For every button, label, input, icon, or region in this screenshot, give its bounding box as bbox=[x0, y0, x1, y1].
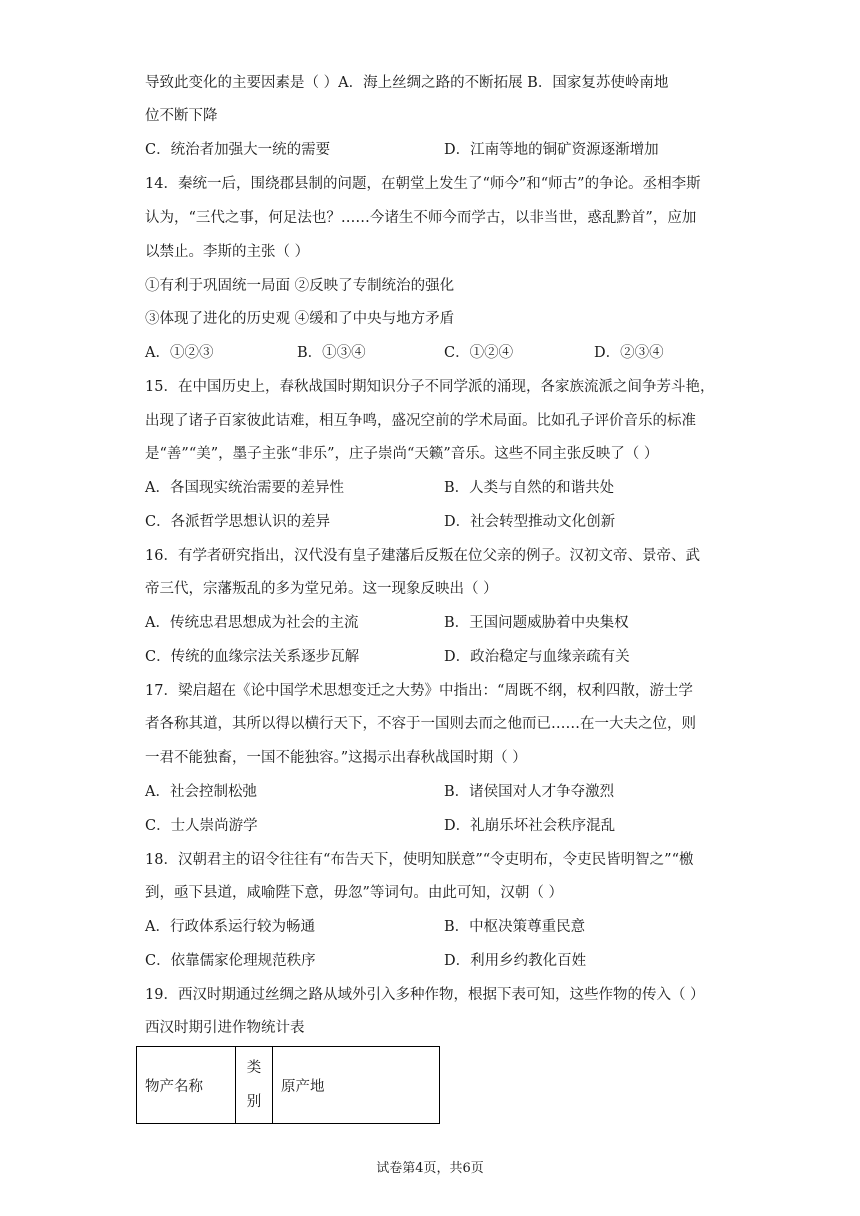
q16-stem-line-2: 帝三代，宗藩叛乱的多为堂兄弟。这一现象反映出（ ） bbox=[145, 581, 498, 597]
q17-option-b: B．诸侯国对人才争夺激烈 bbox=[444, 784, 615, 800]
q15-option-b: B．人类与自然的和谐共处 bbox=[444, 480, 615, 496]
q14-stem-line-3: 以禁止。李斯的主张（ ） bbox=[145, 244, 310, 260]
q18-option-d: D．利用乡约教化百姓 bbox=[444, 953, 587, 969]
q15-option-a: A．各国现实统治需要的差异性 bbox=[145, 480, 344, 496]
q18-option-a: A．行政体系运行较为畅通 bbox=[145, 919, 315, 935]
q19-stem-line-1: 19．西汉时期通过丝绸之路从域外引入多种作物，根据下表可知，这些作物的传入（ ） bbox=[145, 987, 705, 1003]
q15-option-c: C．各派哲学思想认识的差异 bbox=[145, 514, 331, 530]
q14-statements-1: ①有利于巩固统一局面 ②反映了专制统治的强化 bbox=[145, 278, 455, 294]
header-category-bottom: 别 bbox=[246, 1094, 262, 1110]
q16-option-a: A．传统忠君思想成为社会的主流 bbox=[145, 615, 359, 631]
q14-option-a: A．①②③ bbox=[145, 345, 214, 361]
q14-option-b: B．①③④ bbox=[297, 345, 366, 361]
q18-option-c: C．依靠儒家伦理规范秩序 bbox=[145, 953, 316, 969]
q15-stem-line-2: 出现了诸子百家彼此诘难，相互争鸣，盛况空前的学术局面。比如孔子评价音乐的标准 bbox=[145, 413, 696, 429]
q13-option-d: D．江南等地的铜矿资源逐渐增加 bbox=[444, 142, 659, 158]
q16-option-b: B．王国问题威胁着中央集权 bbox=[444, 615, 629, 631]
header-product-name: 物产名称 bbox=[137, 1047, 236, 1124]
q16-option-c: C．传统的血缘宗法关系逐步瓦解 bbox=[145, 649, 360, 665]
q18-stem-line-1: 18．汉朝君主的诏令往往有“布告天下，使明知朕意”“令吏明布，令吏民皆明智之”“檄 bbox=[145, 852, 694, 868]
q13-text-line-1: 导致此变化的主要因素是（ ）A．海上丝绸之路的不断拓展 B．国家复苏使岭南地 bbox=[145, 75, 669, 91]
q14-option-d: D．②③④ bbox=[594, 345, 664, 361]
q15-option-d: D．社会转型推动文化创新 bbox=[444, 514, 616, 530]
q18-stem-line-2: 到，亟下县道，咸喻陛下意，毋忽”等词句。由此可知，汉朝（ ） bbox=[145, 885, 564, 901]
q19-table-caption: 西汉时期引进作物统计表 bbox=[145, 1020, 305, 1036]
q14-option-c: C．①②④ bbox=[444, 345, 514, 361]
header-category bbox=[236, 1047, 273, 1124]
q13-text-line-2: 位不断下降 bbox=[145, 108, 218, 124]
q16-option-d: D．政治稳定与血缘亲疏有关 bbox=[444, 649, 630, 665]
q17-option-c: C．士人崇尚游学 bbox=[145, 818, 258, 834]
page-footer: 试卷第4页，共6页 bbox=[376, 1161, 484, 1176]
q14-stem-line-2: 认为，“三代之事，何足法也？……今诸生不师今而学古，以非当世，惑乱黔首”，应加 bbox=[145, 210, 697, 226]
q17-option-d: D．礼崩乐坏社会秩序混乱 bbox=[444, 818, 616, 834]
header-category-top: 类 bbox=[246, 1060, 262, 1076]
q15-stem-line-3: 是“善”“美”，墨子主张“非乐”，庄子崇尚“天籁”音乐。这些不同主张反映了（ ） bbox=[145, 446, 659, 462]
q15-stem-line-1: 15．在中国历史上，春秋战国时期知识分子不同学派的涌现，各家族流派之间争芳斗艳， bbox=[145, 379, 715, 395]
q13-option-c: C．统治者加强大一统的需要 bbox=[145, 142, 331, 158]
q17-stem-line-2: 者各称其道，其所以得以横行天下，不容于一国则去而之他而已……在一大夫之位，则 bbox=[145, 716, 696, 732]
crops-table bbox=[136, 1046, 440, 1124]
q17-option-a: A．社会控制松弛 bbox=[145, 784, 257, 800]
q16-stem-line-1: 16．有学者研究指出，汉代没有皇子建藩后反叛在位父亲的例子。汉初文帝、景帝、武 bbox=[145, 548, 700, 564]
table-header-row bbox=[137, 1047, 440, 1124]
q17-stem-line-1: 17．梁启超在《论中国学术思想变迁之大势》中指出：“周既不纲，权利四散，游士学 bbox=[145, 683, 693, 699]
header-origin: 原产地 bbox=[273, 1047, 440, 1124]
q18-option-b: B．中枢决策尊重民意 bbox=[444, 919, 586, 935]
q17-stem-line-3: 一君不能独畜，一国不能独容。”这揭示出春秋战国时期（ ） bbox=[145, 750, 527, 766]
q14-stem-line-1: 14．秦统一后，围绕郡县制的问题，在朝堂上发生了“师今”和“师古”的争论。丞相李斯 bbox=[145, 176, 701, 192]
q14-statements-2: ③体现了进化的历史观 ④缓和了中央与地方矛盾 bbox=[145, 311, 455, 327]
